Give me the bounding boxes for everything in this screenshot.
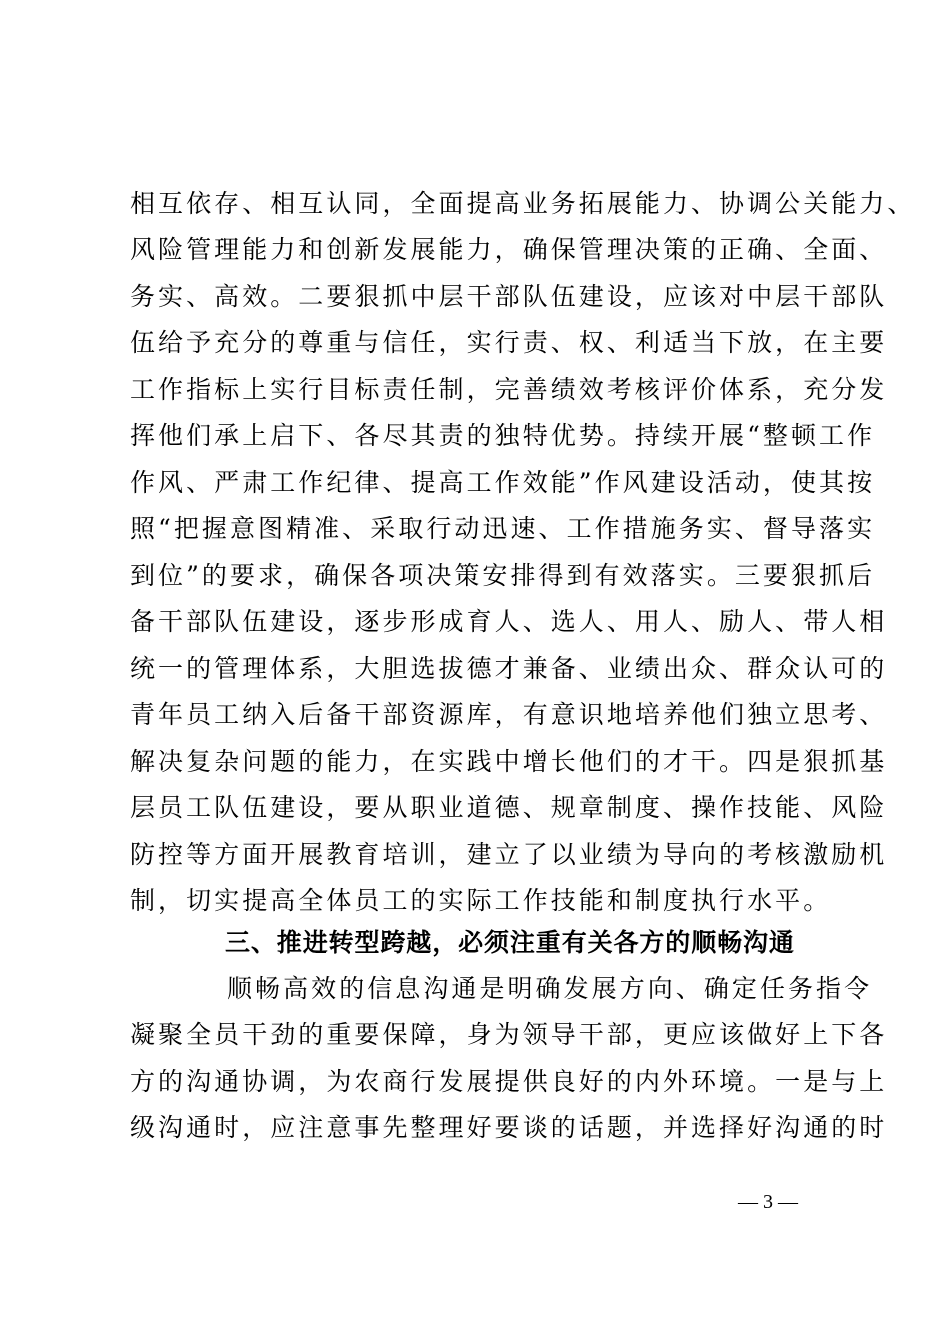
body-line: 务实、高效。二要狠抓中层干部队伍建设，应该对中层干部队 xyxy=(130,282,888,311)
body-line: 层员工队伍建设，要从职业道德、规章制度、操作技能、风险 xyxy=(130,793,888,822)
body-line: 风险管理能力和创新发展能力，确保管理决策的正确、全面、 xyxy=(130,235,888,264)
body-line: 相互依存、相互认同，全面提高业务拓展能力、协调公关能力、 xyxy=(130,189,916,218)
body-line: 伍给予充分的尊重与信任，实行责、权、利适当下放，在主要 xyxy=(130,328,888,357)
section-body-line: 级沟通时，应注意事先整理好要谈的话题，并选择好沟通的时 xyxy=(130,1113,888,1142)
section-body-line: 顺畅高效的信息沟通是明确发展方向、确定任务指令 xyxy=(227,974,873,1003)
body-line: 制，切实提高全体员工的实际工作技能和制度执行水平。 xyxy=(130,886,832,915)
body-line: 防控等方面开展教育培训，建立了以业绩为导向的考核激励机 xyxy=(130,840,888,869)
section-body-line: 方的沟通协调，为农商行发展提供良好的内外环境。一是与上 xyxy=(130,1067,888,1096)
body-line: 挥他们承上启下、各尽其责的独特优势。持续开展“整顿工作 xyxy=(130,421,876,450)
body-line: 统一的管理体系，大胆选拔德才兼备、业绩出众、群众认可的 xyxy=(130,654,888,683)
body-line: 解决复杂问题的能力，在实践中增长他们的才干。四是狠抓基 xyxy=(130,747,888,776)
body-line: 到位”的要求，确保各项决策安排得到有效落实。三要狠抓后 xyxy=(130,561,876,590)
body-line: 青年员工纳入后备干部资源库，有意识地培养他们独立思考、 xyxy=(130,700,888,729)
body-line: 备干部队伍建设，逐步形成育人、选人、用人、励人、带人相 xyxy=(130,607,888,636)
body-line: 工作指标上实行目标责任制，完善绩效考核评价体系，充分发 xyxy=(130,375,888,404)
page-number: — 3 — xyxy=(738,1191,798,1213)
body-line: 照“把握意图精准、采取行动迅速、工作措施务实、督导落实 xyxy=(130,514,876,543)
body-line: 作风、严肃工作纪律、提高工作效能”作风建设活动，使其按 xyxy=(130,468,876,497)
section-heading: 三、推进转型跨越，必须注重有关各方的顺畅沟通 xyxy=(225,928,795,957)
section-body-line: 凝聚全员干劲的重要保障，身为领导干部，更应该做好上下各 xyxy=(130,1020,888,1049)
